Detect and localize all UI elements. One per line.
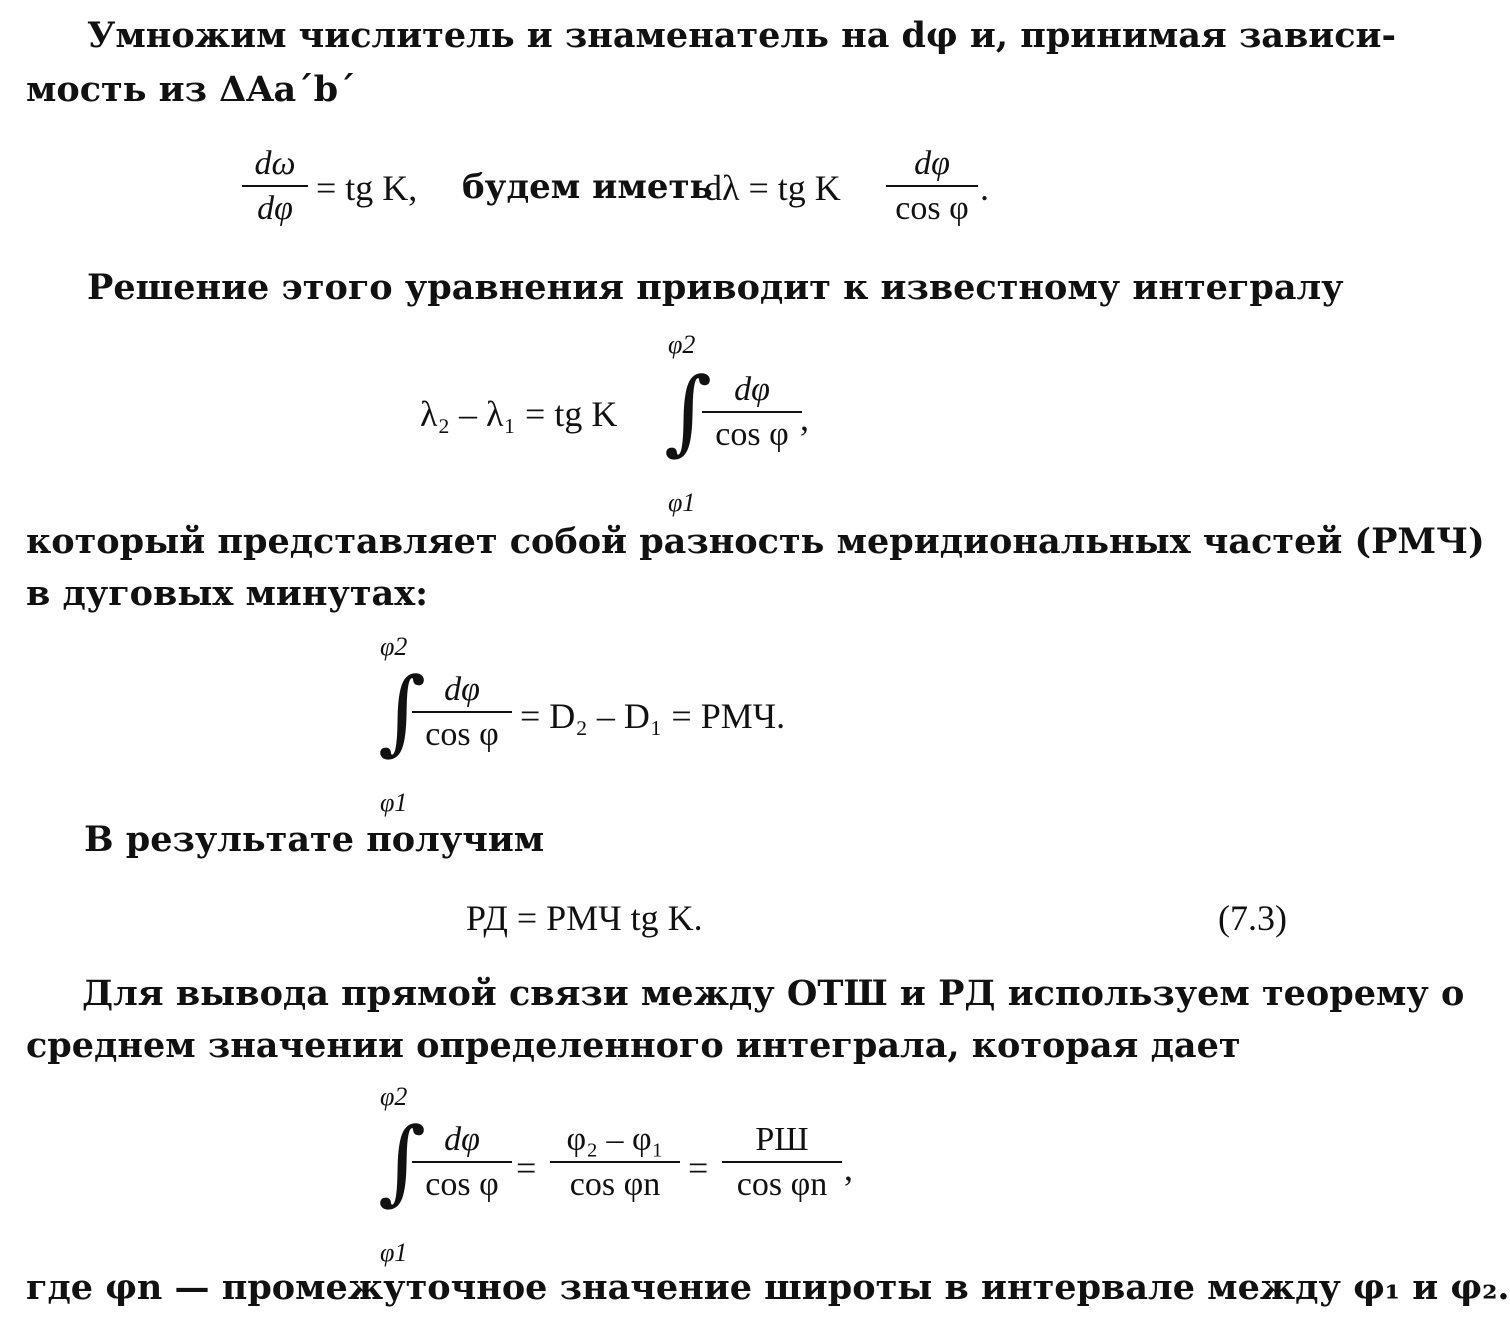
eq1-rhs: dλ = tg K bbox=[704, 168, 841, 208]
eq2-end: , bbox=[800, 398, 809, 438]
integral-sign-icon: ∫ bbox=[378, 1108, 426, 1215]
eq5-fraction-2: φ₂ – φ₁ cos φn bbox=[550, 1122, 680, 1202]
paragraph-2: Решение этого уравнения приводит к известному интегралу bbox=[87, 267, 1344, 308]
paragraph-5-line-1: Для вывода прямой связи между ОТШ и РД используем теорему о bbox=[82, 973, 1465, 1014]
eq1-lhs-fraction: dω dφ bbox=[242, 146, 308, 226]
eq5-equals-a: = bbox=[516, 1148, 537, 1188]
paragraph-3-line-1: который представляет собой разность меридиональных частей (РМЧ) bbox=[26, 521, 1485, 562]
eq2-lhs: λ₂ – λ₁ = tg K bbox=[420, 394, 618, 434]
eq2-lower-limit: φ1 bbox=[668, 488, 696, 517]
eq1-end: . bbox=[980, 168, 989, 208]
integral-sign-icon: ∫ bbox=[378, 658, 426, 765]
paragraph-6: где φn — промежуточное значение широты в интервале между φ₁ и φ₂. bbox=[26, 1267, 1510, 1308]
eq2-fraction: dφ cos φ bbox=[702, 372, 802, 452]
eq5-equals-b: = bbox=[688, 1148, 709, 1188]
eq5-lower-limit: φ1 bbox=[380, 1238, 408, 1267]
paragraph-5-line-2: среднем значении определенного интеграла, которая дает bbox=[26, 1025, 1241, 1066]
eq5-upper-limit: φ2 bbox=[380, 1082, 408, 1111]
paragraph-3-line-2: в дуговых минутах: bbox=[26, 573, 429, 614]
eq3-lower-limit: φ1 bbox=[380, 788, 408, 817]
eq3-upper-limit: φ2 bbox=[380, 632, 408, 661]
paragraph-4: В результате получим bbox=[84, 819, 545, 860]
eq5-fraction-3: РШ cos φn bbox=[722, 1122, 842, 1202]
eq1-rhs-fraction: dφ cos φ bbox=[886, 146, 978, 226]
eq2-upper-limit: φ2 bbox=[668, 330, 696, 359]
paragraph-1-line-1: Умножим числитель и знаменатель на dφ и, принимая зависи- bbox=[87, 15, 1397, 56]
eq1-connector: будем иметь bbox=[462, 167, 713, 207]
eq3-rhs: = D₂ – D₁ = РМЧ. bbox=[520, 696, 786, 736]
eq5-end: , bbox=[844, 1148, 853, 1188]
paragraph-1-line-2: мость из ΔAa´b´ bbox=[26, 69, 356, 110]
integral-sign-icon: ∫ bbox=[664, 358, 712, 465]
eq5-fraction-1: dφ cos φ bbox=[412, 1122, 512, 1202]
equation-number: (7.3) bbox=[1218, 898, 1287, 938]
eq3-fraction: dφ cos φ bbox=[412, 672, 512, 752]
eq4-body: РД = РМЧ tg K. bbox=[466, 898, 703, 938]
eq1-mid: = tg K, bbox=[316, 168, 418, 208]
